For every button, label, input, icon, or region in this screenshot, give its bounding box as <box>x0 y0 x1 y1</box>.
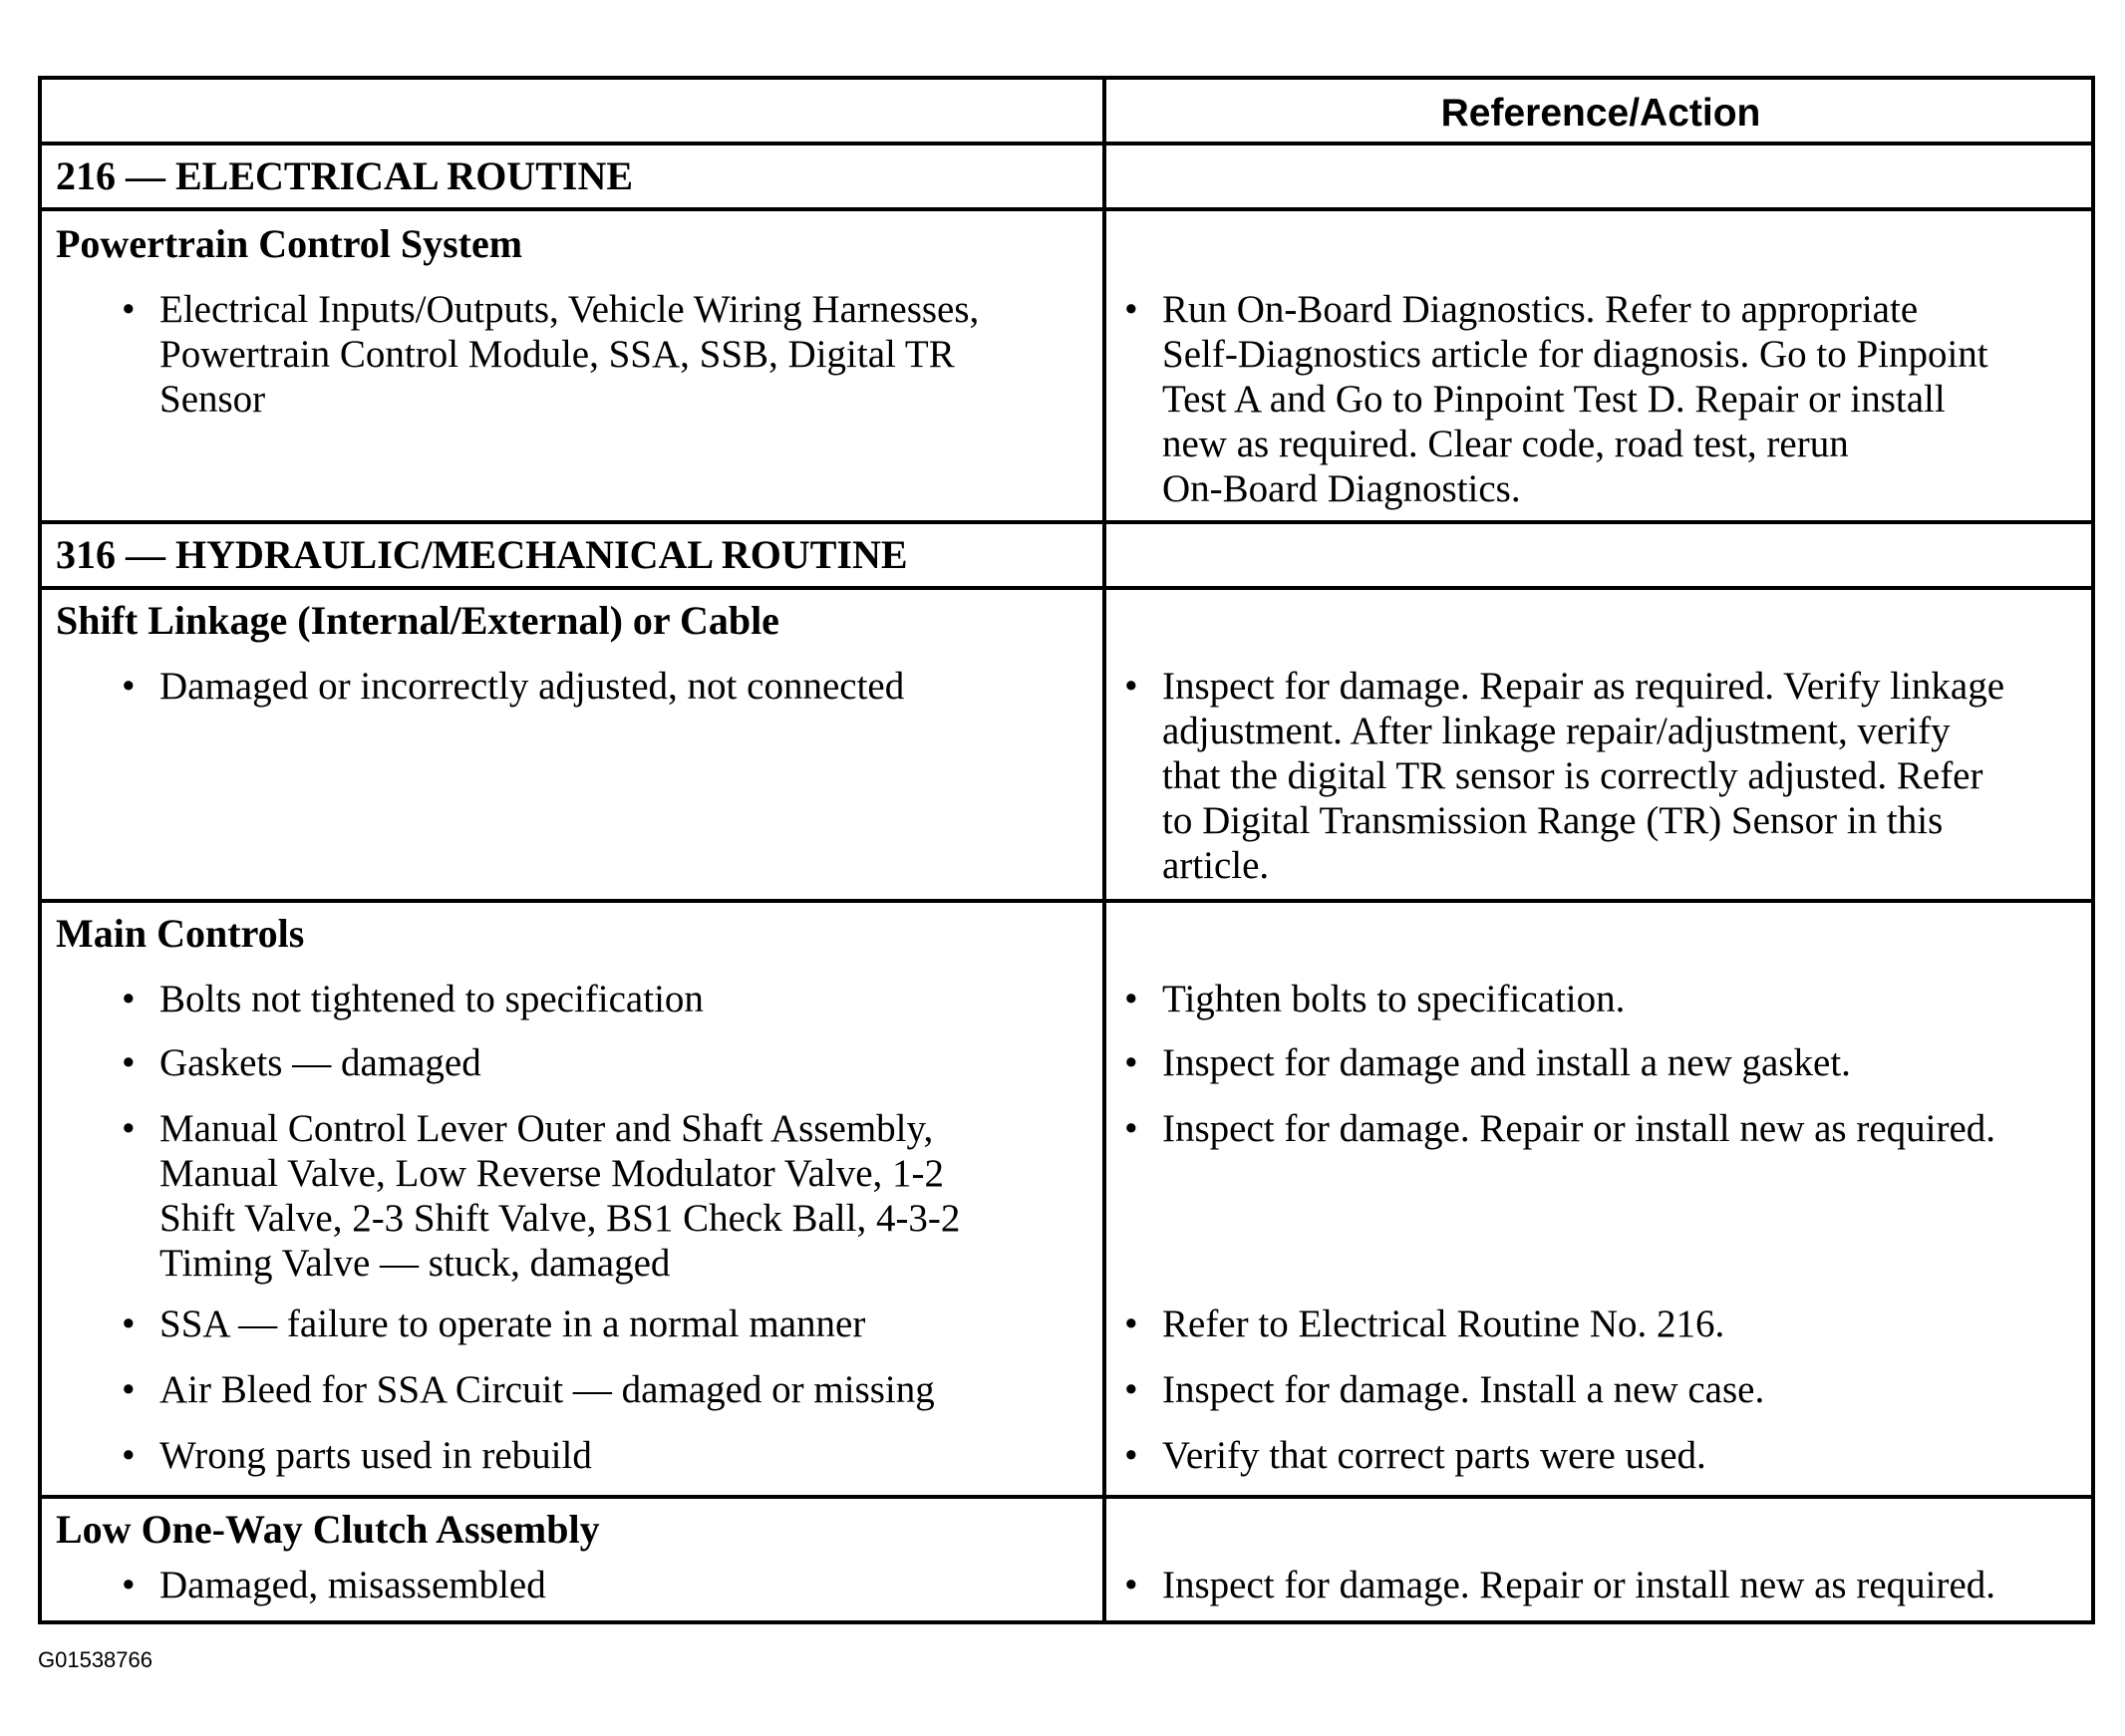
column-divider <box>1102 80 1106 1620</box>
bullet-icon: • <box>122 1041 136 1084</box>
action-text: Inspect for damage. Repair or install new as required. <box>1162 1107 1996 1150</box>
condition-text: Air Bleed for SSA Circuit — damaged or missing <box>159 1368 935 1411</box>
bullet-icon: • <box>122 665 136 708</box>
condition-text: Bolts not tightened to specification <box>159 978 704 1020</box>
row-divider <box>42 207 2091 211</box>
bullet-icon: • <box>122 978 136 1020</box>
bullet-icon: • <box>1124 288 1138 331</box>
routine-title-316: 316 — HYDRAULIC/MECHANICAL ROUTINE <box>56 532 908 577</box>
condition-text: Electrical Inputs/Outputs, Vehicle Wiring Harnesses, Powertrain Control Module, SSA, SSB, Digital TR Sensor <box>159 288 980 421</box>
condition-text: Damaged or incorrectly adjusted, not connected <box>159 665 905 708</box>
bullet-icon: • <box>122 288 136 331</box>
bullet-icon: • <box>1124 1107 1138 1150</box>
action-text: Refer to Electrical Routine No. 216. <box>1162 1302 1725 1345</box>
bullet-icon: • <box>1124 1302 1138 1345</box>
row-divider <box>42 899 2091 903</box>
condition-text: Gaskets — damaged <box>159 1041 481 1084</box>
bullet-icon: • <box>122 1107 136 1150</box>
action-text: Run On-Board Diagnostics. Refer to appropriate Self-Diagnostics article for diagnosis. Go to Pinpoint Test A and Go to Pinpoint Test D. Repair or install new as required. Clear code, road test, rerun On-Board Diagnostics. <box>1162 288 1988 510</box>
condition-text: Manual Control Lever Outer and Shaft Assembly, Manual Valve, Low Reverse Modulator Valve, 1-2 Shift Valve, 2-3 Shift Valve, BS1 Check Ball, 4-3-2 Timing Valve — stuck, damaged <box>159 1107 961 1285</box>
column-header-reference-action: Reference/Action <box>1440 92 1761 135</box>
action-text: Inspect for damage. Repair or install new as required. <box>1162 1564 1996 1606</box>
group-title-main-controls: Main Controls <box>56 911 305 956</box>
bullet-icon: • <box>1124 1564 1138 1606</box>
action-text: Verify that correct parts were used. <box>1162 1434 1706 1477</box>
bullet-icon: • <box>122 1434 136 1477</box>
bullet-icon: • <box>122 1368 136 1411</box>
diagnosis-table <box>38 76 2095 1624</box>
action-text: Inspect for damage. Repair as required. Verify linkage adjustment. After linkage repair/adjustment, verify that the digital TR sensor is correctly adjusted. Refer to Digital Transmission Range (TR) Sensor in this article. <box>1162 665 2005 887</box>
row-divider <box>42 142 2091 145</box>
bullet-icon: • <box>1124 978 1138 1020</box>
condition-text: Damaged, misassembled <box>159 1564 546 1606</box>
bullet-icon: • <box>122 1302 136 1345</box>
row-divider <box>42 1495 2091 1499</box>
condition-text: Wrong parts used in rebuild <box>159 1434 592 1477</box>
condition-text: SSA — failure to operate in a normal manner <box>159 1302 866 1345</box>
group-title-shift-linkage: Shift Linkage (Internal/External) or Cable <box>56 598 779 643</box>
action-text: Tighten bolts to specification. <box>1162 978 1626 1020</box>
bullet-icon: • <box>1124 665 1138 708</box>
group-title-low-one-way-clutch: Low One-Way Clutch Assembly <box>56 1507 600 1552</box>
bullet-icon: • <box>1124 1041 1138 1084</box>
figure-id: G01538766 <box>38 1647 152 1672</box>
bullet-icon: • <box>122 1564 136 1606</box>
group-title-powertrain-control-system: Powertrain Control System <box>56 221 523 266</box>
bullet-icon: • <box>1124 1434 1138 1477</box>
action-text: Inspect for damage and install a new gasket. <box>1162 1041 1851 1084</box>
row-divider <box>42 520 2091 524</box>
bullet-icon: • <box>1124 1368 1138 1411</box>
routine-title-216: 216 — ELECTRICAL ROUTINE <box>56 153 634 198</box>
action-text: Inspect for damage. Install a new case. <box>1162 1368 1765 1411</box>
row-divider <box>42 586 2091 590</box>
